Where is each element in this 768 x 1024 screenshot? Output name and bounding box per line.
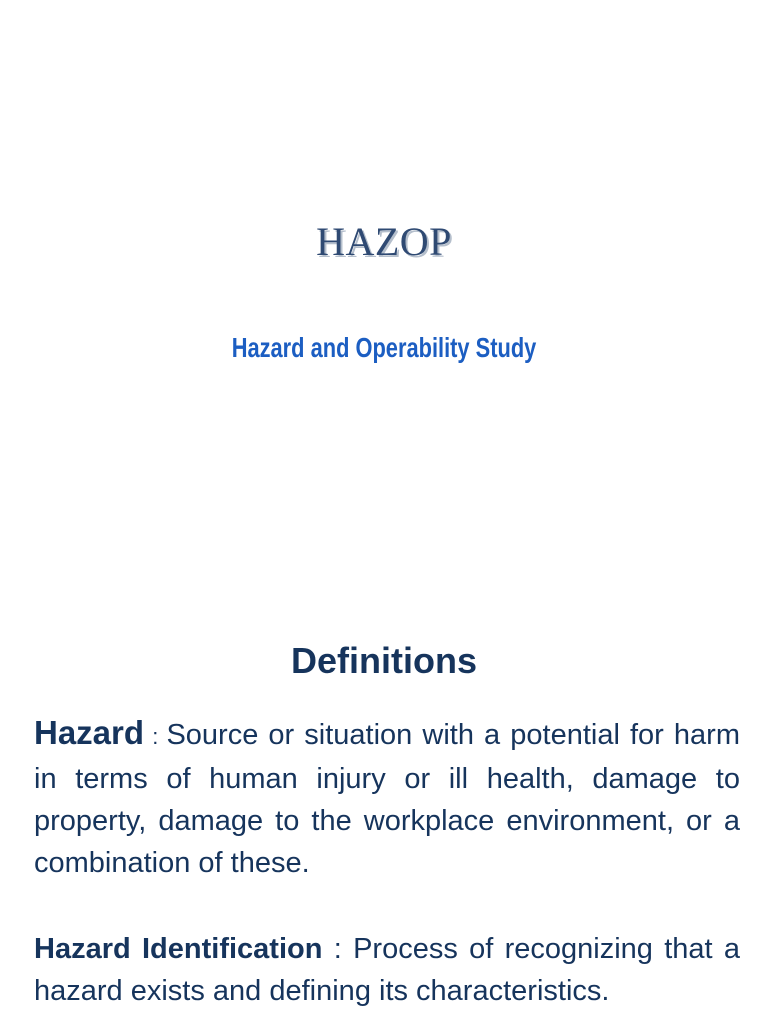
definition-separator: : — [144, 724, 167, 749]
definitions-heading: Definitions — [291, 640, 477, 681]
definition-text: Source or situation with a potential for harm in terms of human injury or ill health, damage to property, damage to the workplace environment, or a combination of these. — [34, 719, 741, 879]
definition-term: Hazard Identification — [34, 933, 323, 965]
page-title: HAZOP — [316, 219, 452, 264]
definition-hazard — [34, 712, 740, 884]
definition-text: Process of recognizing that a hazard exists and defining its characteristics. — [34, 933, 740, 1007]
page-subtitle: Hazard and Operability Study — [231, 332, 537, 363]
definition-term: Hazard — [34, 714, 145, 751]
definition-hazard-identification — [34, 928, 740, 1012]
definition-separator: : — [322, 933, 354, 965]
